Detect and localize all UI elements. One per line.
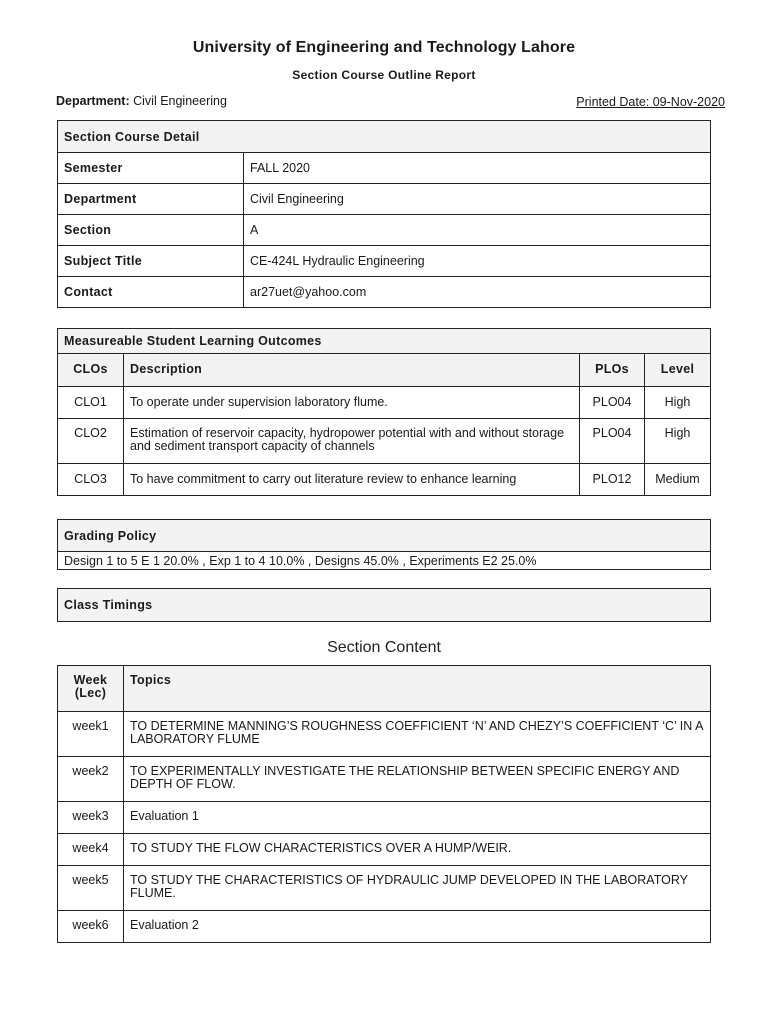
detail-label: Subject Title: [58, 246, 244, 277]
course-detail-table: [57, 120, 711, 308]
topic-cell: Evaluation 2: [124, 911, 711, 943]
table-row: [58, 866, 711, 911]
week-cell: week1: [58, 712, 124, 757]
topic-cell: TO EXPERIMENTALLY INVESTIGATE THE RELATIONSHIP BETWEEN SPECIFIC ENERGY AND DEPTH OF FLOW.: [124, 757, 711, 802]
level-cell: Medium: [645, 464, 711, 496]
detail-value: CE-424L Hydraulic Engineering: [244, 246, 711, 277]
table-row: [58, 757, 711, 802]
detail-label: Semester: [58, 153, 244, 184]
grading-value: Design 1 to 5 E 1 20.0% , Exp 1 to 4 10.0% , Designs 45.0% , Experiments E2 25.0%: [58, 552, 711, 570]
table-row: [58, 387, 711, 419]
course-detail-heading: Section Course Detail: [58, 121, 711, 153]
column-header-plos: PLOs: [580, 354, 645, 387]
table-row: [58, 184, 711, 215]
detail-label: Department: [58, 184, 244, 215]
page-title: University of Engineering and Technology Lahore: [192, 39, 576, 56]
content-table: [57, 665, 711, 943]
section-content-heading: Section Content: [327, 639, 441, 656]
topic-cell: TO DETERMINE MANNING’S ROUGHNESS COEFFICIENT ‘N’ AND CHEZY’S COEFFICIENT ‘C’ IN A LABORATORY FLUME: [124, 712, 711, 757]
clo-cell: CLO2: [58, 419, 124, 464]
week-cell: week4: [58, 834, 124, 866]
clo-cell: CLO1: [58, 387, 124, 419]
column-header-topics: Topics: [124, 666, 711, 712]
printed-date: Printed Date: 09-Nov-2020: [576, 95, 725, 109]
table-row: [58, 277, 711, 308]
grading-heading: Grading Policy: [58, 520, 711, 552]
table-row: [58, 911, 711, 943]
topic-cell: TO STUDY THE CHARACTERISTICS OF HYDRAULIC JUMP DEVELOPED IN THE LABORATORY FLUME.: [124, 866, 711, 911]
contact-email: ar27uet@yahoo.com: [244, 277, 711, 308]
table-row: [58, 712, 711, 757]
outcomes-heading: Measureable Student Learning Outcomes: [58, 329, 711, 354]
plo-cell: PLO12: [580, 464, 645, 496]
week-cell: week2: [58, 757, 124, 802]
table-row: [58, 246, 711, 277]
detail-value: Civil Engineering: [244, 184, 711, 215]
department-line: [56, 94, 227, 108]
outcomes-table: [57, 328, 711, 496]
table-row: [58, 834, 711, 866]
topic-cell: TO STUDY THE FLOW CHARACTERISTICS OVER A HUMP/WEIR.: [124, 834, 711, 866]
detail-value: A: [244, 215, 711, 246]
table-row: [58, 802, 711, 834]
detail-value: FALL 2020: [244, 153, 711, 184]
table-row: [58, 153, 711, 184]
column-header-week: Week (Lec): [58, 666, 124, 712]
report-subtitle: Section Course Outline Report: [292, 68, 476, 82]
column-header-description: Description: [124, 354, 580, 387]
week-cell: week6: [58, 911, 124, 943]
topic-cell: Evaluation 1: [124, 802, 711, 834]
week-cell: week5: [58, 866, 124, 911]
week-cell: week3: [58, 802, 124, 834]
grading-table: [57, 519, 711, 570]
timings-table: [57, 588, 711, 622]
detail-label: Section: [58, 215, 244, 246]
table-row: [58, 464, 711, 496]
description-cell: To have commitment to carry out literature review to enhance learning: [124, 464, 580, 496]
timings-heading: Class Timings: [58, 589, 711, 622]
column-header-level: Level: [645, 354, 711, 387]
level-cell: High: [645, 387, 711, 419]
plo-cell: PLO04: [580, 419, 645, 464]
detail-label: Contact: [58, 277, 244, 308]
column-header-clos: CLOs: [58, 354, 124, 387]
table-row: [58, 419, 711, 464]
table-row: [58, 215, 711, 246]
description-cell: To operate under supervision laboratory flume.: [124, 387, 580, 419]
description-cell: Estimation of reservoir capacity, hydropower potential with and without storage and sediment transport capacity of channels: [124, 419, 580, 464]
level-cell: High: [645, 419, 711, 464]
plo-cell: PLO04: [580, 387, 645, 419]
clo-cell: CLO3: [58, 464, 124, 496]
department-label: Department:: [56, 94, 130, 108]
department-value: Civil Engineering: [133, 94, 227, 108]
